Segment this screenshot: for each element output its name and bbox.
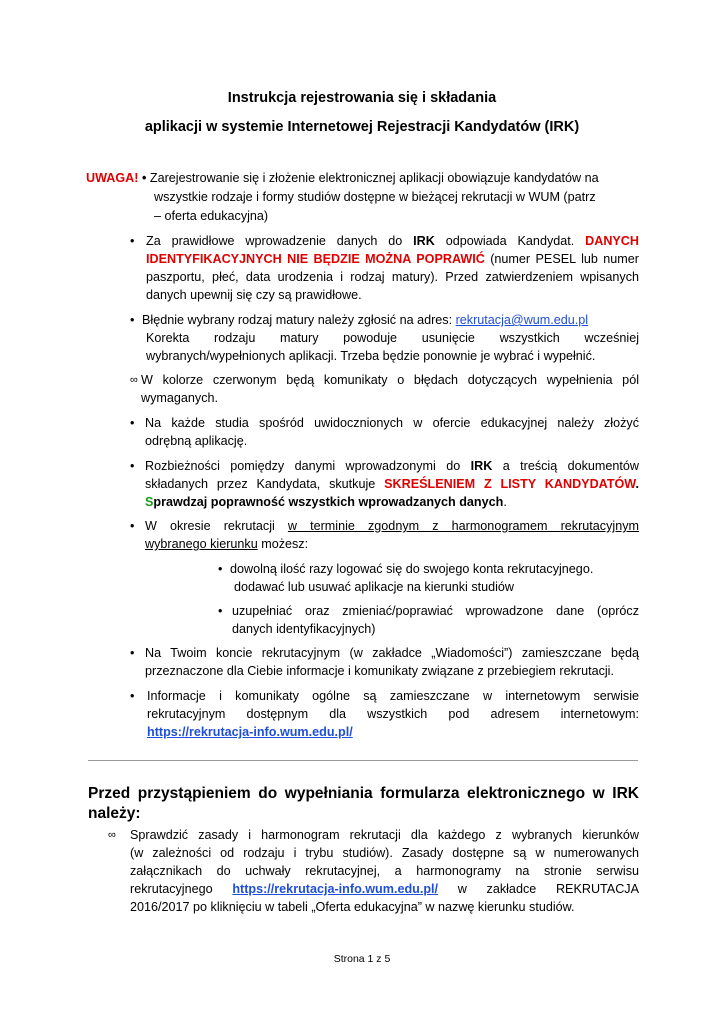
section-para-line-1: Sprawdzić zasady i harmonogram rekrutacji dla każdego z wybranych kierunków (130, 828, 639, 842)
sub-2-line-1: uzupełniać oraz zmieniać/poprawiać wprowadzone dane (oprócz (232, 604, 639, 618)
page-number: Strona 1 z 5 (333, 953, 391, 965)
item-7-line-2: przeznaczone dla Ciebie informacje i komunikaty związane z przebiegiem rekrutacji. (145, 664, 614, 678)
sub-2-line-2: danych identyfikacyjnych) (232, 622, 376, 636)
item-4-line-2: odrębną aplikację. (145, 434, 248, 448)
bullet-icon: • (130, 459, 135, 473)
bullet-icon: • (130, 234, 135, 248)
notice-line-1 (86, 169, 599, 188)
sub-1-line-1: dowolną ilość razy logować się do swojego konta rekrutacyjnego. (230, 562, 594, 576)
rekrutacja-info-link[interactable]: https://rekrutacja-info.wum.edu.pl/ (232, 882, 439, 896)
section-para-line-4: rekrutacyjnego https://rekrutacja-info.wum.edu.pl/ w zakładce REKRUTACJA (130, 882, 639, 896)
bullet-icon: • (218, 562, 223, 576)
item-2-line-3: wybranych/wypełnionych aplikacji. Trzeba będzie ponownie je wybrać i wypełnić. (146, 349, 596, 363)
item-6-line-2: wybranego kierunku możesz: (145, 537, 309, 551)
item-2-line-1: Błędnie wybrany rodzaj matury należy zgłosić na adres: rekrutacja@wum.edu.pl (142, 313, 589, 327)
rekrutacja-info-link[interactable]: https://rekrutacja-info.wum.edu.pl/ (147, 725, 353, 739)
bullet-icon: • (130, 689, 135, 703)
item-5-line-1: Rozbieżności pomiędzy danymi wprowadzonymi do IRK a treścią dokumentów (145, 459, 640, 473)
bullet-icon: • (130, 416, 135, 430)
bullet-icon: • (130, 313, 135, 327)
item-8-line-2: rekrutacyjnym dostępnym dla wszystkich pod adresem internetowym: (147, 707, 639, 721)
bullet-icon: • (218, 604, 223, 618)
title-line-2: aplikacji w systemie Internetowej Rejestracji Kandydatów (IRK) (144, 119, 580, 135)
item-8-line-3 (147, 723, 353, 742)
infinity-bullet-icon: ∞ (108, 829, 116, 841)
item-1-line-4: danych upewnij się czy są prawidłowe. (146, 288, 362, 302)
notice-bullet: • (141, 171, 147, 185)
email-link[interactable]: rekrutacja@wum.edu.pl (455, 313, 589, 327)
notice-line-3: – oferta edukacyjna) (154, 209, 269, 223)
bullet-icon: • (130, 519, 135, 533)
item-1-line-3: paszportu, płeć, data urodzenia i rodzaj matury). Przed zatwierdzeniem wpisanych (146, 270, 639, 284)
section-heading-line-2: należy: (88, 805, 141, 822)
item-3-line-2: wymaganych. (141, 391, 218, 405)
section-heading-line-1: Przed przystąpieniem do wypełniania formularza elektronicznego w IRK (88, 785, 639, 802)
bullet-icon: • (130, 646, 135, 660)
item-4-line-1: Na każde studia spośród uwidocznionych w ofercie edukacyjnej należy złożyć (145, 416, 639, 430)
infinity-bullet-icon: ∞ (130, 374, 138, 386)
section-para-line-5: 2016/2017 po kliknięciu w tabeli „Oferta edukacyjna” w nazwę kierunku studiów. (130, 900, 575, 914)
item-7-line-1: Na Twoim koncie rekrutacyjnym (w zakładce „Wiadomości”) zamieszczane będą (145, 646, 639, 660)
section-divider (88, 760, 638, 761)
notice-line-2: wszystkie rodzaje i formy studiów dostępne w bieżącej rekrutacji w WUM (patrz (154, 190, 596, 204)
item-2-line-2: Korekta rodzaju matury powoduje usunięcie wszystkich wcześniej (146, 331, 639, 345)
item-1-line-1: Za prawidłowe wprowadzenie danych do IRK odpowiada Kandydat. DANYCH (146, 234, 639, 248)
item-5-line-3: Sprawdzaj poprawność wszystkich wprowadzanych danych. (145, 495, 507, 509)
sub-1-line-2: dodawać lub usuwać aplikacje na kierunki studiów (234, 580, 515, 594)
item-6-line-1: W okresie rekrutacji w terminie zgodnym z harmonogramem rekrutacyjnym (145, 519, 639, 533)
section-para-line-3: załącznikach do uchwały rekrutacyjnej, a harmonogramy na stronie serwisu (130, 864, 639, 878)
notice-label: UWAGA! (86, 171, 139, 185)
section-para-line-2: (w zależności od rodzaju i trybu studiów). Zasady dostępne są w numerowanych (130, 846, 639, 860)
item-5-line-2: składanych przez Kandydata, skutkuje SKREŚLENIEM Z LISTY KANDYDATÓW. (145, 477, 640, 491)
item-1-line-2: IDENTYFIKACYJNYCH NIE BĘDZIE MOŻNA POPRAWIĆ (numer PESEL lub numer (146, 252, 639, 266)
item-8-line-1: Informacje i komunikaty ogólne są zamieszczane w internetowym serwisie (147, 689, 639, 703)
notice-text: Zarejestrowanie się i złożenie elektronicznej aplikacji obowiązuje kandydatów na (149, 171, 599, 185)
title-line-1: Instrukcja rejestrowania się i składania (227, 90, 497, 106)
item-3-line-1: W kolorze czerwonym będą komunikaty o błędach dotyczących wypełnienia pól (141, 373, 639, 387)
